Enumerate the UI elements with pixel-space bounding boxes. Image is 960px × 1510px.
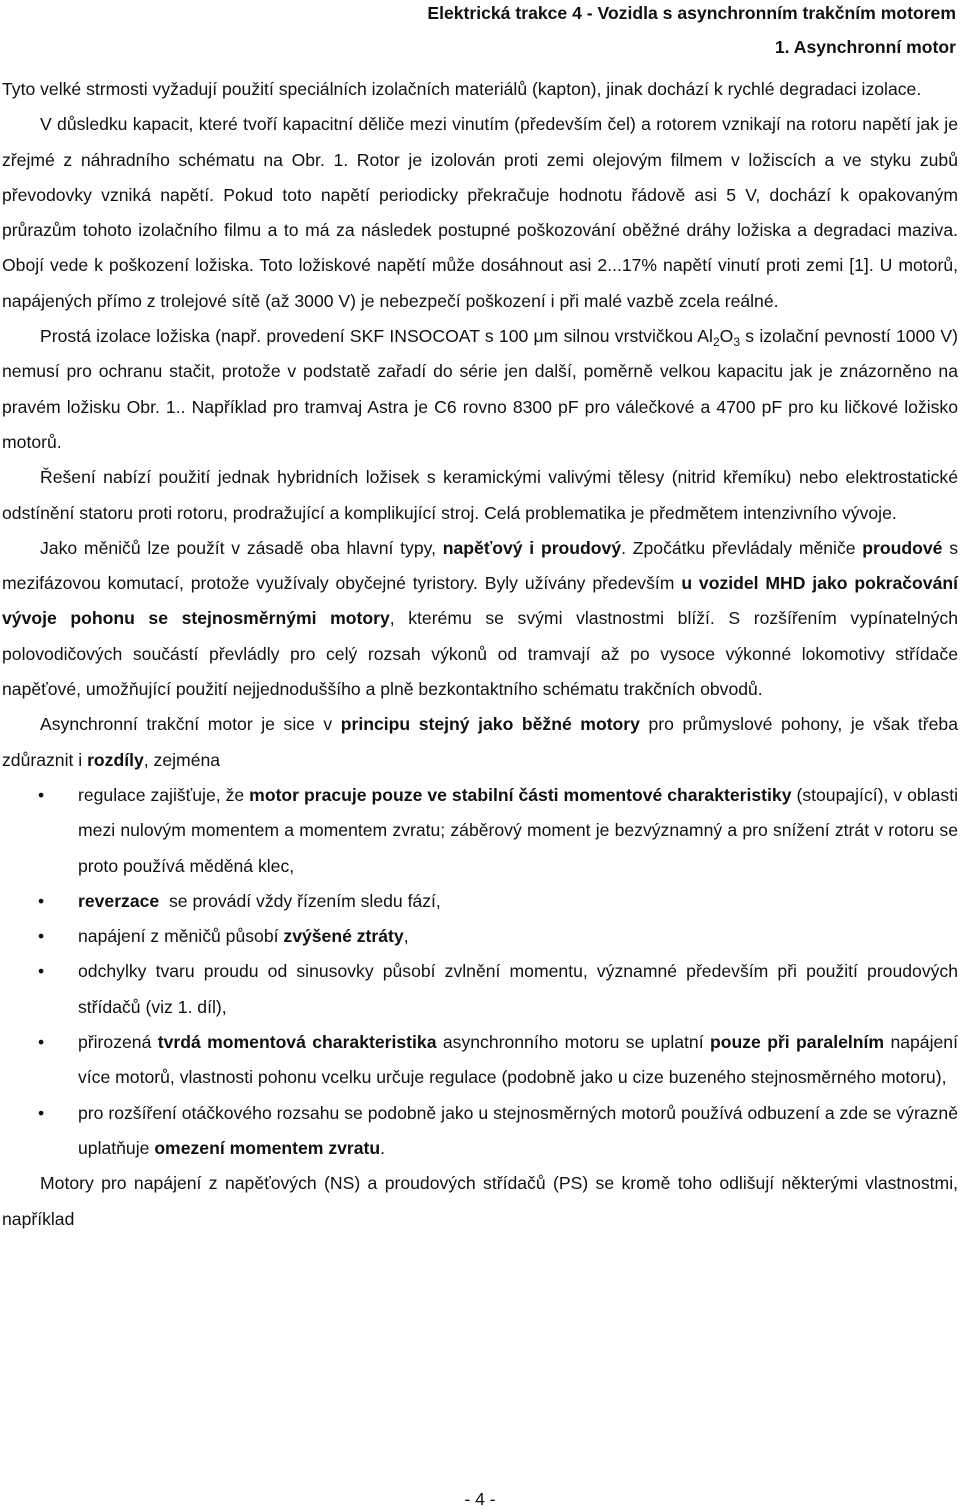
list-item: • napájení z měničů působí zvýšené ztráty, — [2, 919, 958, 954]
body-text — [2, 72, 958, 1237]
paragraph-differences-intro: Asynchronní trakční motor je sice v principu stejný jako běžné motory pro průmyslové pohony, je však třeba zdůraznit i rozdíly, zejména — [2, 714, 958, 770]
bullet-icon: • — [38, 784, 45, 805]
bullet-icon: • — [38, 1102, 45, 1123]
paragraph-converters: Jako měničů lze použít v zásadě oba hlavní typy, napěťový i proudový. Zpočátku převládaly měniče proudové s mezifázovou komutací, protože využívaly obyčejné tyristory. Byly užívány především u vozidel MHD jako pokračování vývoje pohonu se stejnosměrnými motory, kterému se svými vlastnostmi blíží. S rozšířením vypínatelných polovodičových součástí převládly pro celý rozsah výkonů od tramvají až po vysoce výkonné lokomotivy střídače napěťové, umožňující použití nejjednoduššího a plně bezkontaktního schématu trakčních obvodů. — [2, 537, 959, 700]
paragraph-bearing-voltage: V důsledku kapacit, které tvoří kapacitní děliče mezi vinutím (především čel) a rotorem vznikají na rotoru napětí jak je zřejmé z náhradního schématu na Obr. 1. Rotor je izolován proti zemi olejovým filmem v ložiscích a ve styku zubů převodovky vzniká napětí. Pokud toto napětí periodicky překračuje hodnotu řádově asi 5 V, dochází k opakovaným průrazům tohoto izolačního filmu a to má za následek postupné poškozování oběžné dráhy ložiska a degradaci maziva. Obojí vede k poškození ložiska. Toto ložiskové napětí může dosáhnout asi 2...17% napětí vinutí proti zemi [1]. U motorů, napájených přímo z trolejové sítě (až 3000 V) je nebezpečí poškození i při malé vazbě zcela reálné. — [2, 114, 958, 311]
section-heading: 1. Asynchronní motor — [774, 37, 956, 57]
bullet-icon: • — [38, 890, 45, 911]
paragraph-bearing-insulation: Prostá izolace ložiska (např. provedení SKF INSOCOAT s 100 μm silnou vrstvičkou $Al_2O_3$ s izolační pevností 1000 V) nemusí pro ochranu stačit, protože v podstatě zařadí do série jen další, poměrně velkou kapacitu jak je znázorněno na pravém ložisku Obr. 1.. Například pro tramvaj Astra je C6 rovno 8300 pF pro válečkové a 4700 pF pro ku ličkové ložisko motorů. — [2, 326, 958, 452]
list-item: • regulace zajišťuje, že motor pracuje pouze ve stabilní části momentové charakteristiky (stoupající), v oblasti mezi nulovým momentem a momentem zvratu; záběrový moment je bezvýznamný a pro snížení ztrát v rotoru se proto používá měděná klec, — [2, 778, 958, 884]
differences-list — [2, 778, 958, 1166]
bullet-icon: • — [38, 926, 45, 947]
paragraph-insulation: Tyto velké strmosti vyžadují použití speciálních izolačních materiálů (kapton), jinak dochází k rychlé degradaci izolace. — [2, 79, 922, 99]
list-item: • přirozená tvrdá momentová charakteristika asynchronního motoru se uplatní pouze při paralelním napájení více motorů, vlastnosti pohonu vcelku určuje regulace (podobně jako u cize buzeného stejnosměrného motoru), — [2, 1025, 958, 1096]
list-item: • pro rozšíření otáčkového rozsahu se podobně jako u stejnosměrných motorů používá odbuzení a zde se výrazně uplatňuje omezení momentem zvratu. — [2, 1096, 958, 1167]
list-item: • reverzace se provádí vždy řízením sledu fází, — [2, 884, 958, 919]
paragraph-solution: Řešení nabízí použití jednak hybridních ložisek s keramickými valivými tělesy (nitrid křemíku) nebo elektrostatické odstínění statoru proti rotoru, prodražující a komplikující stroj. Celá problematika je předmětem intenzivního vývoje. — [2, 467, 958, 523]
list-item: • odchylky tvaru proudu od sinusovky působí zvlnění momentu, významné především při použití proudových střídačů (viz 1. díl), — [2, 954, 958, 1025]
paragraph-motor-properties: Motory pro napájení z napěťových (NS) a proudových střídačů (PS) se kromě toho odlišují některými vlastnostmi, například — [2, 1173, 958, 1229]
bullet-icon: • — [38, 961, 45, 982]
bullet-icon: • — [38, 1032, 45, 1053]
page-number: - 4 - — [464, 1489, 496, 1509]
document-title: Elektrická trakce 4 - Vozidla s asynchronním trakčním motorem — [427, 3, 956, 23]
